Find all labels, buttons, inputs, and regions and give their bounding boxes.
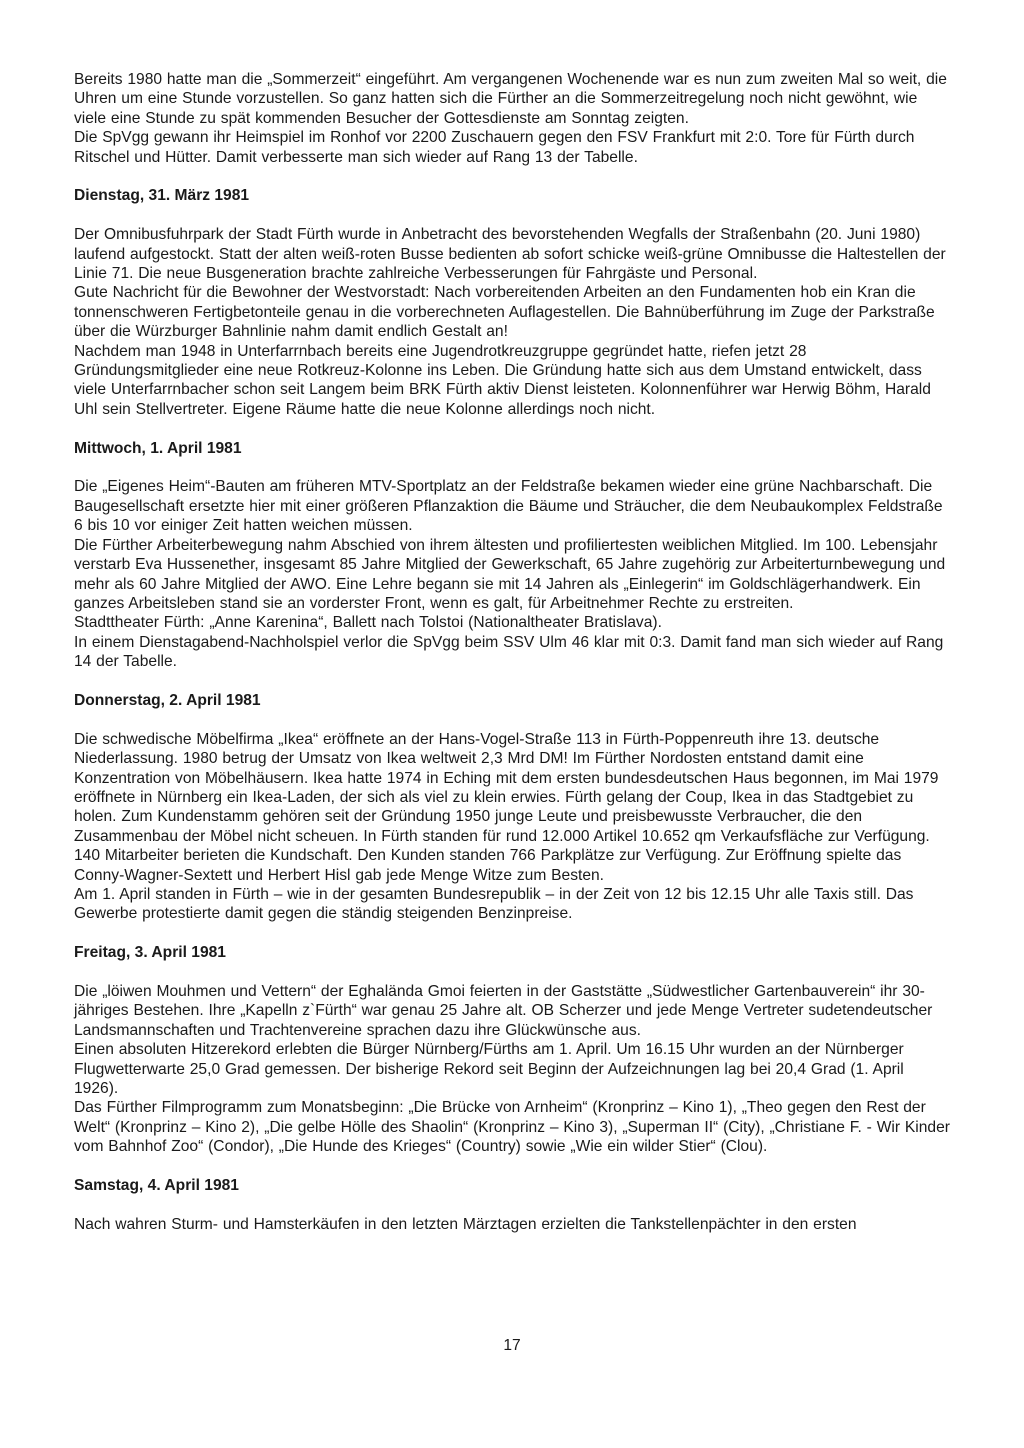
page-number: 17 — [503, 1337, 521, 1354]
paragraph: Einen absoluten Hitzerekord erlebten die Bürger Nürnberg/Fürths am 1. April. Um 16.15 Uhr wurden an der Nürnberger Flugwetterwarte 25,0 Grad gemessen. Der bisherige Rekord seit Beginn der Aufzeichnungen lag bei 20,4 Grad (1. April 1926). — [74, 1041, 904, 1097]
section-heading: Mittwoch, 1. April 1981 — [74, 439, 242, 457]
paragraph: Stadttheater Fürth: „Anne Karenina“, Ballett nach Tolstoi (Nationaltheater Bratislava). — [74, 614, 662, 632]
document-section — [74, 691, 950, 924]
paragraph: Nachdem man 1948 in Unterfarrnbach bereits eine Jugendrotkreuzgruppe gegründet hatte, riefen jetzt 28 Gründungsmitglieder eine neue Rotkreuz-Kolonne ins Leben. Die Gründung hatte sich aus dem Umstand entwickelt, dass viele Unterfarrnbacher schon seit Langem beim BRK Fürth aktiv Dienst leisteten. Kolonnenführer war Herwig Böhm, Harald Uhl sein Stellvertreter. Eigene Räume hatte die neue Kolonne allerdings noch nicht. — [74, 342, 931, 418]
paragraph: Gute Nachricht für die Bewohner der Westvorstadt: Nach vorbereitenden Arbeiten an den Fundamenten hob ein Kran die tonnenschweren Fertigbetonteile genau in die vorberechneten Auflagestellen. Die Bahnüberführung im Zuge der Parkstraße über die Würzburger Bahnlinie nahm damit endlich Gestalt an! — [74, 284, 935, 341]
section-heading: Samstag, 4. April 1981 — [74, 1177, 239, 1195]
document-section — [74, 186, 950, 419]
section-heading: Freitag, 3. April 1981 — [74, 944, 226, 962]
section-heading: Dienstag, 31. März 1981 — [74, 187, 250, 205]
document-section — [74, 70, 950, 167]
document-section — [74, 943, 950, 1156]
paragraph: Die schwedische Möbelfirma „Ikea“ eröffnete an der Hans-Vogel-Straße 113 in Fürth-Poppenreuth ihre 13. deutsche Niederlassung. 1980 betrug der Umsatz von Ikea weltweit 2,3 Mrd DM! Im Fürther Nordosten entstand damit eine Konzentration von Möbelhäusern. Ikea hatte 1974 in Eching mit dem ersten bundesdeutschen Haus begonnen, im Mai 1979 eröffnete in Nürnberg ein Ikea-Laden, der sich als viel zu klein erwies. Fürth gelang der Coup, Ikea in das Stadtgebiet zu holen. Zum Kundenstamm gehören seit der Gründung 1950 junge Leute und preisbewusste Verbraucher, die den Zusammenbau der Möbel nicht scheuen. In Fürth standen für rund 12.000 Artikel 10.652 qm Verkaufsfläche zur Verfügung. 140 Mitarbeiter berieten die Kundschaft. Den Kunden standen 766 Parkplätze zur Verfügung. Zur Eröffnung spielte das Conny-Wagner-Sextett und Herbert Hisl gab jede Menge Witze zum Besten. — [74, 730, 939, 884]
section-heading: Donnerstag, 2. April 1981 — [74, 691, 261, 709]
document-section — [74, 439, 950, 672]
paragraph: Das Fürther Filmprogramm zum Monatsbeginn: „Die Brücke von Arnheim“ (Kronprinz – Kino 1), „Theo gegen den Rest der Welt“ (Kronprinz – Kino 2), „Die gelbe Hölle des Shaolin“ (Kronprinz – Kino 3), „Superman II“ (City), „Christiane F. - Wir Kinder vom Bahnhof Zoo“ (Condor), „Die Hunde des Krieges“ (Country) sowie „Wie ein wilder Stier“ (Clou). — [74, 1099, 950, 1156]
paragraph: Der Omnibusfuhrpark der Stadt Fürth wurde in Anbetracht des bevorstehenden Wegfalls der Straßenbahn (20. Juni 1980) laufend aufgestockt. Statt der alten weiß-roten Busse bedienten ab sofort schicke weiß-grüne Omnibusse die Haltestellen der Linie 71. Die neue Busgeneration brachte zahlreiche Verbesserungen für Fahrgäste und Personal. — [74, 226, 946, 283]
paragraph: Am 1. April standen in Fürth – wie in der gesamten Bundesrepublik – in der Zeit von 12 bis 12.15 Uhr alle Taxis still. Das Gewerbe protestierte damit gegen die ständig steigenden Benzinpreise. — [74, 885, 914, 923]
paragraph: In einem Dienstagabend-Nachholspiel verlor die SpVgg beim SSV Ulm 46 klar mit 0:3. Damit fand man sich wieder auf Rang 14 der Tabelle. — [74, 633, 944, 671]
paragraph: Die Fürther Arbeiterbewegung nahm Abschied von ihrem ältesten und profiliertesten weiblichen Mitglied. Im 100. Lebensjahr verstarb Eva Hussenether, insgesamt 85 Jahre Mitglied der Gewerkschaft, 65 Jahre zugehörig zur Arbeiterturnbewegung und mehr als 60 Jahre Mitglied der AWO. Eine Lehre begann sie mit 14 Jahren als „Einlegerin“ im Goldschlägerhandwerk. Ein ganzes Arbeitsleben stand sie an vorderster Front, wenn es galt, für Arbeitnehmer Rechte zu erstreiten. — [74, 536, 946, 612]
paragraph: Die SpVgg gewann ihr Heimspiel im Ronhof vor 2200 Zuschauern gegen den FSV Frankfurt mit 2:0. Tore für Fürth durch Ritschel und Hütter. Damit verbesserte man sich wieder auf Rang 13 der Tabelle. — [74, 129, 915, 166]
paragraph: Die „Eigenes Heim“-Bauten am früheren MTV-Sportplatz an der Feldstraße bekamen wieder eine grüne Nachbarschaft. Die Baugesellschaft ersetzte hier mit einer größeren Pflanzaktion die Bäume und Sträucher, die dem Neubaukomplex Feldstraße 6 bis 10 vor einiger Zeit hatten weichen müssen. — [74, 478, 943, 535]
document-content — [74, 70, 950, 1234]
document-section — [74, 1176, 950, 1234]
paragraph: Nach wahren Sturm- und Hamsterkäufen in den letzten Märztagen erzielten die Tankstellenpächter in den ersten — [74, 1215, 857, 1233]
paragraph: Die „löiwen Mouhmen und Vettern“ der Eghalända Gmoi feierten in der Gaststätte „Südwestlicher Gartenbauverein“ ihr 30-jähriges Bestehen. Ihre „Kapelln z`Fürth“ war genau 25 Jahre alt. OB Scherzer und jede Menge Vertreter sudetendeutscher Landsmannschaften und Trachtenvereine sprachen dazu ihre Glückwünsche aus. — [74, 982, 933, 1039]
paragraph: Bereits 1980 hatte man die „Sommerzeit“ eingeführt. Am vergangenen Wochenende war es nun zum zweiten Mal so weit, die Uhren um eine Stunde vorzustellen. So ganz hatten sich die Fürther an die Sommerzeitregelung noch nicht gewöhnt, wie viele eine Stunde zu spät kommenden Besucher der Gottesdienste am Sonntag zeigten. — [74, 71, 947, 127]
